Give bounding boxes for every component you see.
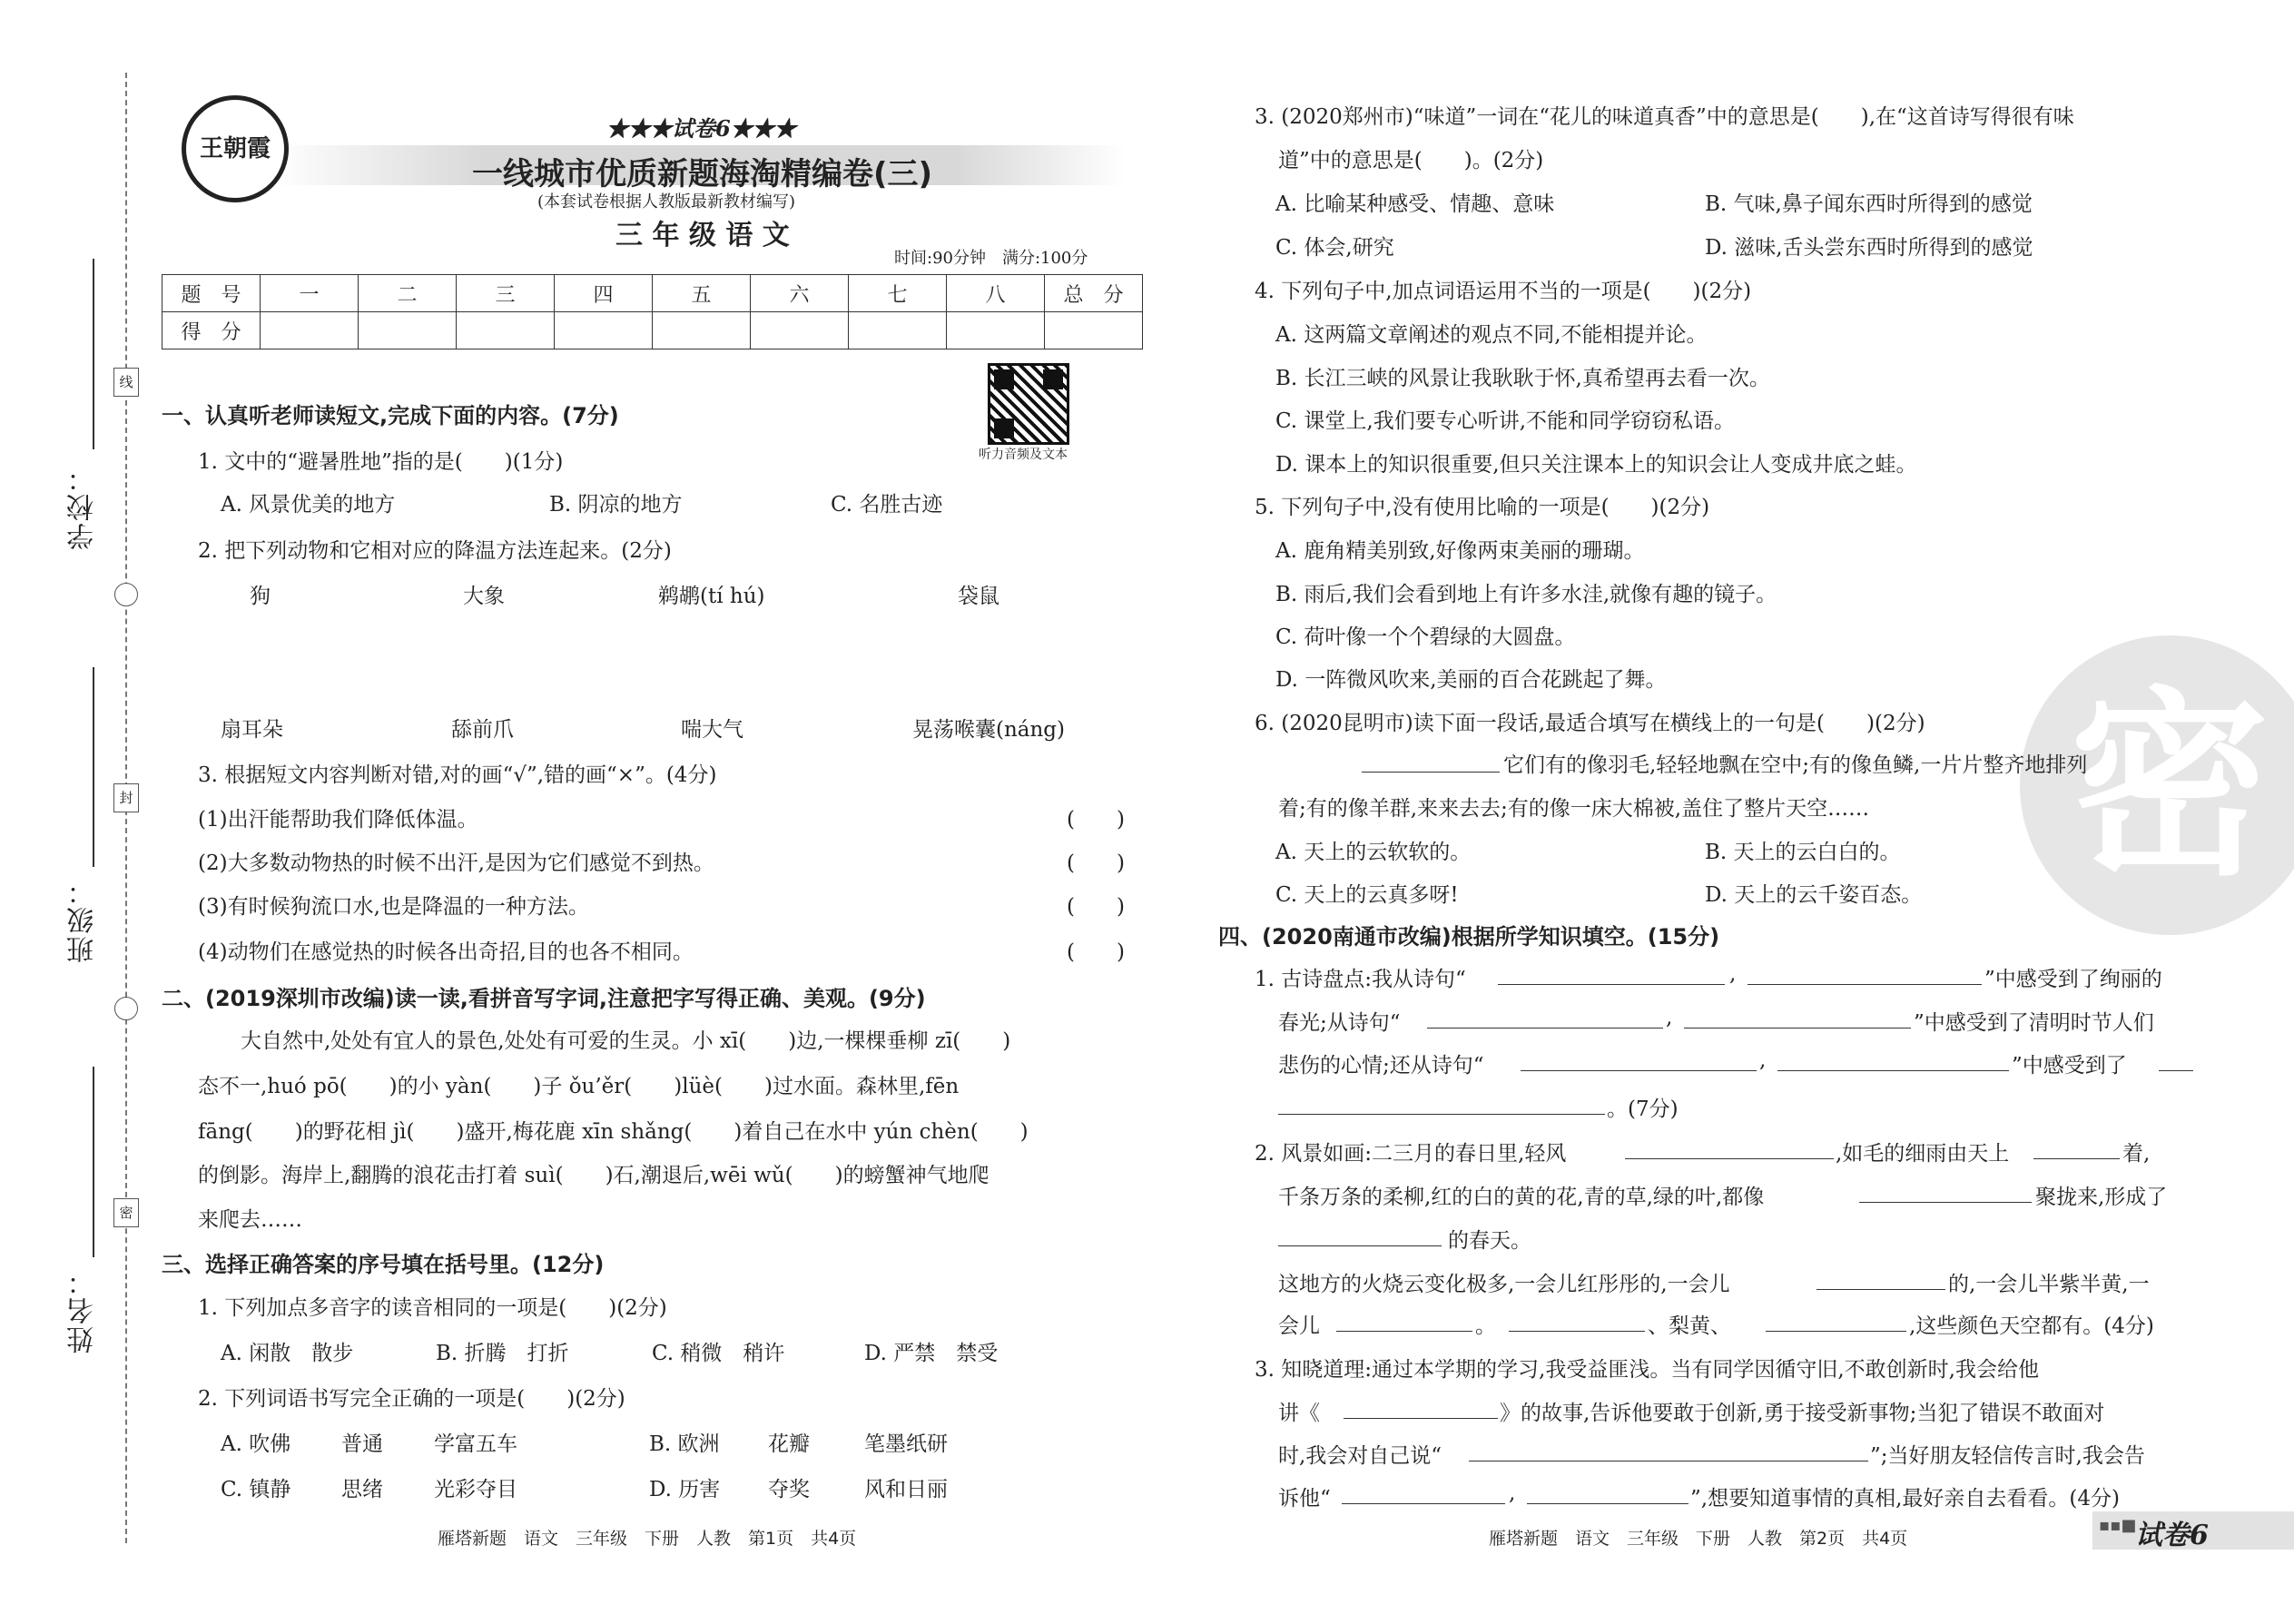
score-header-cell: 六: [751, 275, 849, 312]
option: B. 雨后,我们会看到地上有许多水洼,就像有趣的镜子。: [1275, 583, 1777, 606]
option-word: 学富五车: [434, 1432, 517, 1456]
question-3-3-cont: 道”中的意思是( )。(2分): [1278, 149, 1544, 172]
fill-blank[interactable]: [2033, 1158, 2120, 1159]
method-item: 舔前爪: [451, 718, 514, 742]
text: 时,我会对自己说“: [1278, 1444, 1442, 1468]
animal-item: 狗: [250, 585, 271, 608]
cut-mark-line: 线: [113, 368, 139, 397]
text: 这地方的火烧云变化极多,一会儿红彤彤的,一会儿: [1278, 1273, 1730, 1296]
comma: ,: [1666, 1006, 1673, 1029]
option: C. 名胜古迹: [831, 493, 943, 517]
fill-blank[interactable]: [1342, 1503, 1505, 1504]
score-header-cell: 八: [947, 275, 1045, 312]
fill-blank[interactable]: [1748, 984, 1982, 985]
judge-item: (3)有时候狗流口水,也是降温的一种方法。: [198, 895, 589, 919]
option-word: 普通: [341, 1432, 383, 1456]
fill-blank[interactable]: [1859, 1202, 2032, 1203]
option: A. 天上的云软软的。: [1275, 841, 1472, 864]
method-item: 晃荡喉囊(náng): [912, 718, 1066, 742]
option-word: 光彩夺目: [434, 1478, 517, 1501]
option: A. 比喻某种感受、情趣、意味: [1275, 192, 1555, 216]
text: 春光;从诗句“: [1278, 1011, 1401, 1035]
qr-caption: 听力音频及文本: [979, 448, 1068, 462]
text: 3. 知晓道理:通过本学期的学习,我受益匪浅。当有同学因循守旧,不敢创新时,我会给他: [1255, 1358, 2039, 1382]
option: C. 镇静: [221, 1478, 291, 1501]
score-cell[interactable]: [653, 312, 751, 349]
pinyin-line: 态不一,huó pō( )的小 yàn( )子 ǒu’ěr( )lüè( )过水面。森林里,fēn: [198, 1075, 960, 1098]
option: C. 荷叶像一个个碧绿的大圆盘。: [1275, 625, 1576, 649]
name-field[interactable]: [93, 1067, 94, 1257]
option: D. 严禁 禁受: [864, 1342, 999, 1365]
option: A. 闲散 散步: [221, 1342, 354, 1365]
text: 千条万条的柔柳,红的白的黄的花,青的草,绿的叶,都像: [1278, 1186, 1765, 1209]
time-score-info: 时间:90分钟 满分:100分: [894, 249, 1088, 268]
score-cell[interactable]: [751, 312, 849, 349]
text: 的,一会儿半紫半黄,一: [1948, 1273, 2150, 1296]
option: D. 历害: [649, 1478, 721, 1501]
score-header-cell: 总 分: [1045, 275, 1143, 312]
section-2-title: 二、(2019深圳市改编)读一读,看拼音写字词,注意把字写得正确、美观。(9分): [162, 986, 926, 1011]
answer-paren[interactable]: ( ): [1067, 851, 1125, 875]
text: 会儿: [1278, 1314, 1320, 1338]
option: B. 长江三峡的风景让我耿耿于怀,真希望再去看一次。: [1275, 367, 1770, 390]
option: D. 课本上的知识很重要,但只关注课本上的知识会让人变成井底之蛙。: [1275, 453, 1917, 477]
option: D. 一阵微风吹来,美丽的百合花跳起了舞。: [1275, 668, 1667, 692]
fill-blank[interactable]: [1427, 1028, 1663, 1029]
fill-blank[interactable]: [1777, 1070, 2009, 1071]
text: 聚拢来,形成了: [2035, 1186, 2168, 1209]
name-label: 姓名：: [67, 1266, 99, 1353]
method-item: 喘大气: [681, 718, 743, 742]
score-cell[interactable]: [261, 312, 359, 349]
question-3-1: 1. 下列加点多音字的读音相同的一项是( )(2分): [198, 1296, 667, 1320]
fill-blank[interactable]: [1344, 1418, 1498, 1419]
judge-item: (1)出汗能帮助我们降低体温。: [198, 808, 478, 832]
fill-blank[interactable]: [1278, 1114, 1605, 1115]
text: 悲伤的心情;还从诗句“: [1278, 1054, 1484, 1078]
cut-mark-seal: 封: [113, 783, 139, 812]
score-header-cell: 一: [261, 275, 359, 312]
text: ”中感受到了清明时节人们: [1914, 1011, 2154, 1035]
score-cell[interactable]: [849, 312, 947, 349]
option-word: 笔墨纸研: [864, 1432, 948, 1456]
text: 、梨黄、: [1648, 1314, 1731, 1338]
exam-title: 一线城市优质新题海淘精编卷(三): [472, 156, 933, 192]
tag-squares-icon: ▪▪■: [2099, 1516, 2137, 1535]
question-3-4: 4. 下列句子中,加点词语运用不当的一项是( )(2分): [1255, 280, 1752, 303]
animal-item: 大象: [463, 585, 505, 608]
class-field[interactable]: [93, 667, 94, 867]
judge-item: (2)大多数动物热的时候不出汗,是因为它们感觉不到热。: [198, 851, 714, 875]
fill-blank[interactable]: [1816, 1289, 1945, 1290]
fill-blank[interactable]: [1498, 984, 1725, 985]
fill-blank[interactable]: [1521, 1070, 1757, 1071]
text: 着,: [2122, 1142, 2151, 1166]
score-cell[interactable]: [1045, 312, 1143, 349]
fill-blank[interactable]: [1278, 1245, 1442, 1246]
option: B. 天上的云白白的。: [1705, 841, 1901, 864]
score-header-cell: 三: [457, 275, 555, 312]
option: B. 欧洲: [649, 1432, 720, 1456]
option: B. 阴凉的地方: [549, 493, 683, 517]
text: 》的故事,告诉他要敢于创新,勇于接受新事物;当犯了错误不敢面对: [1500, 1402, 2105, 1425]
animal-item: 鹈鹕(tí hú): [658, 585, 765, 608]
fill-blank[interactable]: [1684, 1028, 1911, 1029]
animal-item: 袋鼠: [958, 585, 999, 608]
score-table: [162, 274, 1143, 349]
text: 1. 古诗盘点:我从诗句“: [1255, 968, 1466, 991]
comma: ,: [1729, 962, 1737, 986]
school-label: 学校：: [67, 463, 99, 550]
question-1-1: 1. 文中的“避暑胜地”指的是( )(1分): [198, 450, 564, 474]
qr-code-icon[interactable]: [988, 363, 1069, 445]
exam-label: ★★★试卷6★★★: [606, 115, 796, 142]
fill-blank[interactable]: [1336, 1331, 1472, 1332]
score-cell[interactable]: [555, 312, 653, 349]
class-label: 班级：: [67, 876, 99, 963]
pinyin-line: 来爬去……: [198, 1208, 302, 1232]
pinyin-line: 的倒影。海岸上,翻腾的浪花击打着 suì( )石,潮退后,wēi wǔ( )的螃蟹神气地爬: [198, 1164, 989, 1187]
punch-hole-icon: [114, 583, 138, 606]
text: ”中感受到了绚丽的: [1984, 968, 2162, 991]
option: C. 体会,研究: [1275, 236, 1394, 260]
text: ”,想要知道事情的真相,最好亲自去看看。(4分): [1690, 1487, 2120, 1511]
question-3-5: 5. 下列句子中,没有使用比喻的一项是( )(2分): [1255, 496, 1710, 519]
pinyin-line: 大自然中,处处有宜人的景色,处处有可爱的生灵。小 xī( )边,一棵棵垂柳 zī( ): [241, 1029, 1011, 1053]
school-field[interactable]: [93, 259, 94, 449]
method-item: 扇耳朵: [221, 718, 283, 742]
fill-blank[interactable]: [1527, 1503, 1689, 1504]
text: 的春天。: [1448, 1229, 1531, 1253]
text: 。: [1475, 1314, 1496, 1338]
option: D. 滋味,舌头尝东西时所得到的感觉: [1705, 236, 2033, 260]
passage-line: 它们有的像羽毛,轻轻地飘在空中;有的像鱼鳞,一片片整齐地排列: [1503, 753, 2088, 777]
score-header-cell: 七: [849, 275, 947, 312]
option-word: 思绪: [341, 1478, 383, 1501]
cut-mark-dense: 密: [113, 1198, 139, 1227]
option: A. 这两篇文章阐述的观点不同,不能相提并论。: [1275, 323, 1708, 347]
section-3-title: 三、选择正确答案的序号填在括号里。(12分): [162, 1252, 605, 1277]
text: 。(7分): [1607, 1097, 1679, 1121]
option-word: 花瓣: [768, 1432, 810, 1456]
question-3-3: 3. (2020郑州市)“味道”一词在“花儿的味道真香”中的意思是( ),在“这首诗写得很有味: [1255, 105, 2074, 129]
option: A. 风景优美的地方: [221, 493, 396, 517]
fill-blank[interactable]: [1766, 1331, 1906, 1332]
option-word: 风和日丽: [864, 1478, 948, 1501]
text: 2. 风景如画:二三月的春日里,轻风: [1255, 1142, 1567, 1166]
score-header-cell: 四: [555, 275, 653, 312]
text: ”中感受到了: [2012, 1054, 2127, 1078]
option: B. 气味,鼻子闻东西时所得到的感觉: [1705, 192, 2033, 216]
page-footer-left: 雁塔新题 语文 三年级 下册 人教 第1页 共4页: [438, 1529, 857, 1549]
option-word: 夺奖: [768, 1478, 810, 1501]
section-4-title: 四、(2020南通市改编)根据所学知识填空。(15分): [1218, 924, 1720, 950]
score-header-cell: 五: [653, 275, 751, 312]
option: C. 课堂上,我们要专心听讲,不能和同学窃窃私语。: [1275, 409, 1736, 433]
score-header-cell: 题 号: [162, 275, 261, 312]
fill-blank[interactable]: [1509, 1331, 1645, 1332]
section-1-title: 一、认真听老师读短文,完成下面的内容。(7分): [162, 403, 619, 428]
question-3-6: 6. (2020昆明市)读下面一段话,最适合填写在横线上的一句是( )(2分): [1255, 712, 1925, 735]
text: 讲《: [1278, 1402, 1320, 1425]
fill-blank[interactable]: [2159, 1070, 2193, 1071]
judge-item: (4)动物们在感觉热的时候各出奇招,目的也各不相同。: [198, 940, 694, 964]
score-cell[interactable]: [359, 312, 457, 349]
page-footer-right: 雁塔新题 语文 三年级 下册 人教 第2页 共4页: [1489, 1529, 1908, 1549]
comma: ,: [1509, 1481, 1516, 1505]
comma: ,: [1759, 1048, 1767, 1072]
pinyin-line: fāng( )的野花相 jì( )盛开,梅花鹿 xīn shǎng( )着自己在水中 yún chèn( ): [198, 1120, 1029, 1144]
option: B. 折腾 打折: [436, 1342, 569, 1365]
text: 诉他“: [1278, 1487, 1331, 1511]
question-3-2: 2. 下列词语书写完全正确的一项是( )(2分): [198, 1387, 625, 1411]
question-1-2: 2. 把下列动物和它相对应的降温方法连起来。(2分): [198, 539, 672, 563]
option: C. 稍微 稍许: [652, 1342, 785, 1365]
text: ,如毛的细雨由天上: [1836, 1142, 2010, 1166]
brand-logo: 王朝霞: [182, 95, 289, 202]
exam-tag: 试卷6: [2135, 1520, 2209, 1551]
answer-paren[interactable]: ( ): [1067, 895, 1125, 919]
exam-subtitle: (本套试卷根据人教版最新教材编写): [537, 192, 796, 212]
score-row-label: 得 分: [162, 312, 261, 349]
score-cell[interactable]: [457, 312, 555, 349]
answer-paren[interactable]: ( ): [1067, 940, 1125, 964]
fill-blank[interactable]: [1469, 1461, 1868, 1462]
answer-paren[interactable]: ( ): [1067, 808, 1125, 832]
score-cell[interactable]: [947, 312, 1045, 349]
option: A. 吹佛: [221, 1432, 291, 1456]
fill-blank[interactable]: [1362, 772, 1500, 773]
score-header-cell: 二: [359, 275, 457, 312]
question-1-3: 3. 根据短文内容判断对错,对的画“√”,错的画“×”。(4分): [198, 763, 717, 787]
subject-title: 三 年 级 语 文: [615, 220, 790, 251]
passage-line: 着;有的像羊群,来来去去;有的像一床大棉被,盖住了整片天空……: [1278, 797, 1870, 821]
fill-blank[interactable]: [1625, 1158, 1834, 1159]
option: A. 鹿角精美别致,好像两束美丽的珊瑚。: [1275, 539, 1645, 563]
option: C. 天上的云真多呀!: [1275, 883, 1459, 907]
option: D. 天上的云千姿百态。: [1705, 883, 1923, 907]
punch-hole-icon: [114, 997, 138, 1020]
secret-seal-icon: 密: [2020, 635, 2294, 935]
text: ”;当好朋友轻信传言时,我会告: [1870, 1444, 2145, 1468]
text: ,这些颜色天空都有。(4分): [1909, 1314, 2154, 1338]
